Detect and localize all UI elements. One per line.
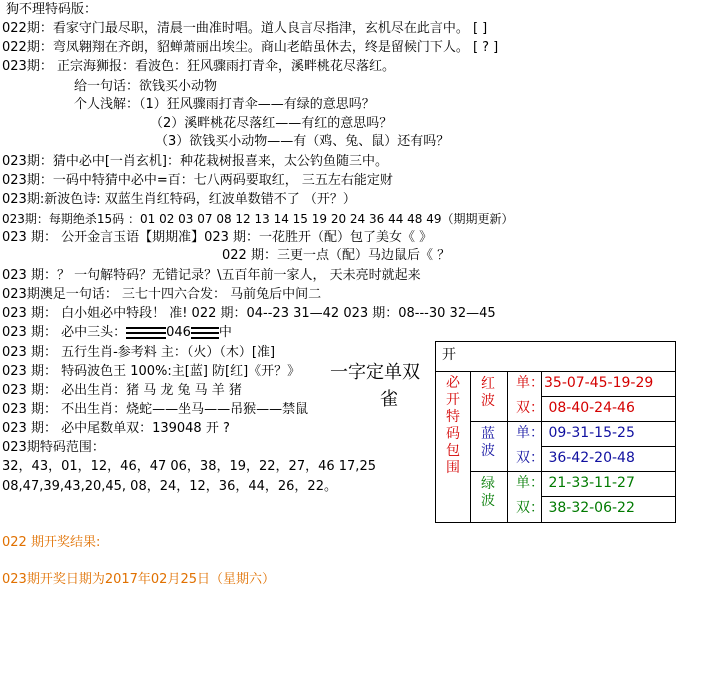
- line-yima: 023期：一码中特猜中必中=百：七八两码要取红， 三五左右能定财: [2, 173, 393, 188]
- line-bose-poem: 023期:新波色诗: 双蓝生肖红特码，红波单数错不了 （开？）: [2, 192, 356, 207]
- red-dan: 单：35-07-45-19-29: [516, 375, 654, 391]
- line-buchu: 023 期： 不出生肖：烧蛇——坐马——吊猴——禁鼠: [2, 402, 309, 417]
- line-baixiaojie: 023 期： 白小姐必中特段！ 准! 022 期：04--23 31—42 023 期：08---30 32—45: [2, 306, 496, 321]
- line-jueshai: 023期：每期绝杀15码 ：01 02 03 07 08 12 13 14 15 19 20 24 36 44 48 49（期期更新）: [2, 212, 514, 226]
- line-fanwei-title: 023期特码范围：: [2, 440, 105, 455]
- line-explain-3: （3）欲钱买小动物——有（鸡、兔、鼠）还有吗？: [155, 134, 450, 149]
- blue-wave-label: 蓝波: [481, 426, 495, 459]
- box-side-label: 必开特码包围: [446, 375, 460, 476]
- line-explain-2: （2）溪畔桃花尽落红——有红的意思吗？: [150, 116, 393, 131]
- line-jinyan: 023 期： 公开金言玉语【期期准】023 期：一花胜开（配）包了美女《 》: [2, 230, 433, 245]
- blue-shuang: 双： 36-42-20-48: [516, 450, 635, 466]
- line-aozu: 023期澳足一句话： 三七十四六合发： 马前兔后中间二: [2, 287, 322, 302]
- line-haishi: 023期： 正宗海狮报：看波色：狂风骤雨打青伞，溪畔桃花尽落红。: [2, 59, 395, 74]
- line-wuxing: 023 期： 五行生肖-参考料 主：（火）（木）[准]: [2, 345, 276, 360]
- blue-dan: 单： 09-31-15-25: [516, 425, 635, 441]
- result-title: 022 期开奖结果:: [2, 535, 101, 550]
- line-explain-1: 个人浅解：（1）狂风骤雨打青伞——有绿的意思吗？: [74, 97, 375, 112]
- red-wave-label: 红波: [481, 376, 495, 409]
- bose-table: [435, 341, 676, 523]
- line-bichu: 023 期： 必出生肖：猪 马 龙 兔 马 羊 猪: [2, 383, 242, 398]
- santou-label: 023 期： 必中三头：: [2, 325, 127, 340]
- line-santou: [2, 325, 232, 341]
- line-022-a: 022期：看家守门最尽职，清晨一曲准时唱。道人良言尽指津，玄机尽在此言中。 [ ]: [2, 21, 488, 36]
- handwritten-overlay: 一字定单双: [330, 362, 420, 383]
- green-dan: 单： 21-33-11-27: [516, 475, 635, 491]
- handwritten-overlay-2: 雀: [380, 389, 398, 410]
- box-kai: 开: [442, 347, 456, 363]
- santou-value: 046: [166, 325, 191, 340]
- line-fanwei-1: 32，43，01，12，46，47 06，38，19，22，27，46 17,25: [2, 459, 376, 474]
- santou-zhong: 中: [218, 325, 232, 340]
- line-weishu: 023 期： 必中尾数单双：139048 开 ?: [2, 421, 230, 436]
- bars-decoration-2: [191, 327, 219, 339]
- page-header: 狗不理特码版：: [6, 2, 98, 17]
- red-shuang: 双： 08-40-24-46: [516, 400, 635, 416]
- line-sangeng: 022 期：三更一点（配）马边鼠后《 ？: [222, 248, 451, 263]
- line-yijujie: 023 期：？ 一句解特码？无错记录？\五百年前一家人， 天未亮时就起来: [2, 268, 421, 283]
- line-022-b: 022期：弯凤翱翔在齐朗，貂蝉萧丽出埃尘。商山老皓虽休去，终是留候门下人。 [ ? ]: [2, 40, 499, 55]
- line-fanwei-2: 08,47,39,43,20,45, 08，24，12，36，44，26，22。: [2, 479, 337, 494]
- green-wave-label: 绿波: [481, 476, 495, 509]
- line-bosewang: 023 期： 特码波色王 100%:主[蓝] 防[红]《开？》: [2, 364, 301, 379]
- bars-decoration: [126, 327, 166, 339]
- line-xuanji: 023期：猜中必中[一肖玄机]：种花栽树报喜来，太公钓鱼随三中。: [2, 154, 388, 169]
- green-shuang: 双： 38-32-06-22: [516, 500, 635, 516]
- line-hint: 给一句话：欲钱买小动物: [74, 79, 218, 94]
- draw-date: 023期开奖日期为2017年02月25日（星期六）: [2, 572, 275, 587]
